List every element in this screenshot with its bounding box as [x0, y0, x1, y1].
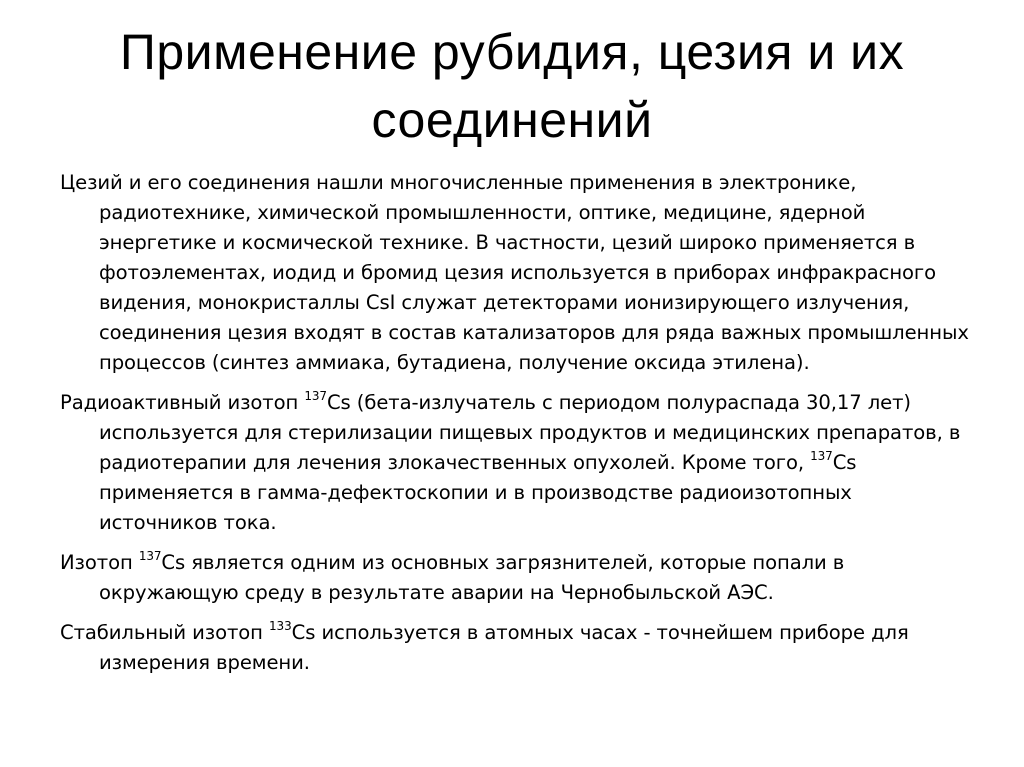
- paragraph-chernobyl-pollutant: [60, 548, 976, 608]
- slide-body: [60, 168, 976, 688]
- paragraph-cesium-applications: Цезий и его соединения нашли многочисленные применения в электронике, радиотехнике, химической промышленности, оптике, медицине, ядерной энергетике и космической технике. В частности, цезий широко применяется в фотоэлементах, иодид и бромид цезия используется в приборах инфракрасного видения, монокристаллы CsI служат детекторами ионизирующего излучения, соединения цезия входят в состав катализаторов для ряда важных промышленных процессов (синтез аммиака, бутадиена, получение оксида этилена).: [60, 171, 969, 374]
- isotope-mass-number: 137: [138, 549, 162, 564]
- isotope-mass-number: 137: [304, 389, 327, 404]
- text-segment: Cs применяется в гамма-дефектоскопии и в производстве радиоизотопных источников тока.: [99, 451, 857, 534]
- isotope-mass-number: 137: [810, 449, 833, 464]
- text-segment: Cs является одним из основных загрязнителей, которые попали в окружающую среду в результате аварии на Чернобыльской АЭС.: [99, 551, 845, 604]
- paragraph-radioactive-isotope: [60, 388, 976, 538]
- text-segment: Cs используется в атомных часах - точнейшем приборе для измерения времени.: [99, 621, 909, 674]
- text-segment: Cs (бета-излучатель с периодом полураспада 30,17 лет) используется для стерилизации пищевых продуктов и медицинских препаратов, в радиотерапии для лечения злокачественных опухолей. Кроме того,: [99, 391, 961, 474]
- text-segment: Радиоактивный изотоп: [60, 391, 305, 414]
- text-segment: Стабильный изотоп: [60, 621, 270, 644]
- isotope-mass-number: 133: [269, 619, 292, 634]
- text-segment: Изотоп: [60, 551, 139, 574]
- slide-title: Применение рубидия, цезия и их соединений: [119, 24, 905, 148]
- paragraph-atomic-clock: [60, 618, 976, 678]
